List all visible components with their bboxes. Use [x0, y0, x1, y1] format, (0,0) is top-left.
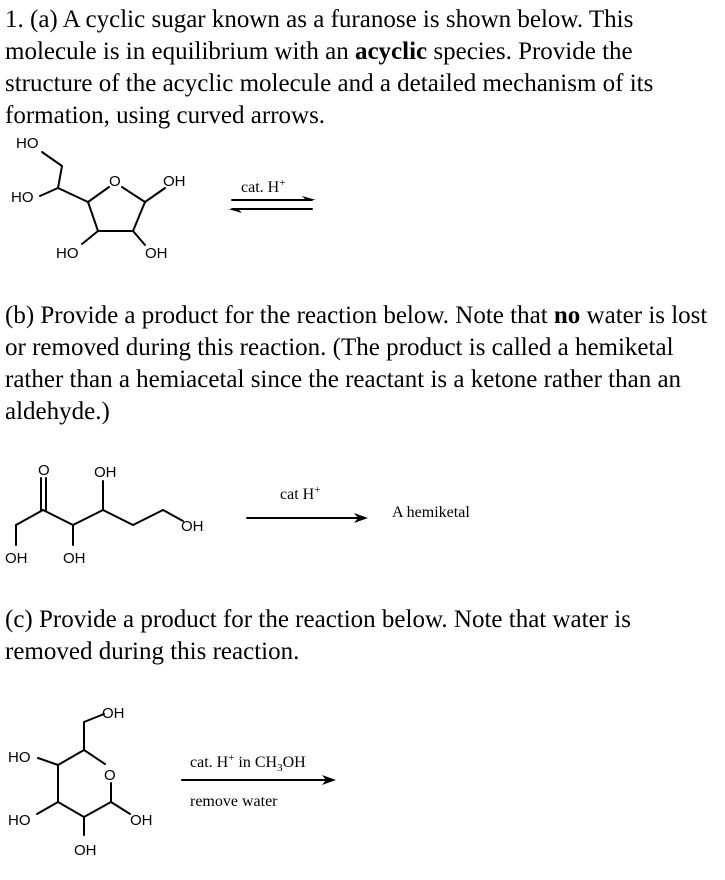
remove-water-label: remove water	[190, 793, 278, 810]
oh-bottom-left-label: OH	[5, 550, 28, 567]
question-b-bold: no	[553, 302, 581, 329]
oh-end-label: OH	[181, 518, 204, 535]
oh-right-label: OH	[163, 173, 186, 190]
oh-top-label: OH	[94, 464, 117, 481]
question-b-prefix: (b) Provide a product for the reaction below. Note that	[5, 302, 554, 329]
oh-bottom-label: OH	[74, 842, 97, 859]
ho-left-label: HO	[11, 189, 34, 206]
reagent-c-label: cat. H+ in $CH_3OH$	[190, 752, 306, 774]
ring-oxygen-label: O	[109, 173, 121, 190]
oh-bottom-label: OH	[145, 245, 168, 262]
ho-top-label: HO	[16, 135, 39, 152]
ho-left-label: HO	[8, 749, 31, 766]
question-c-text: (c) Provide a product for the reaction below. Note that water is removed during this reaction.	[5, 606, 631, 665]
ho-bottom-label: HO	[56, 245, 79, 262]
oh-right-label: OH	[130, 812, 153, 829]
hydroxyketone-structure	[0, 455, 725, 575]
furanose-structure	[0, 130, 725, 290]
reagent-b-label: cat H+	[280, 484, 321, 503]
ring-oxygen-label: O	[104, 767, 116, 784]
question-a-prefix: 1. (a) A cyclic sugar known as a furanose is shown below. This molecule is in equilibrium with an	[5, 6, 634, 65]
pyranose-structure	[0, 700, 725, 880]
question-a-text	[5, 4, 721, 132]
question-b-suffix: water is lost or removed during this reaction. (The product is called a hemiketal rather than a hemiacetal since the reactant is a ketone rather than an aldehyde.)	[5, 302, 708, 425]
question-a-bold: acyclic	[354, 38, 428, 65]
question-b-text	[5, 300, 721, 428]
oh-top-label: OH	[102, 705, 125, 722]
ketone-oxygen-label: O	[38, 462, 50, 479]
oh-bottom-mid-label: OH	[63, 550, 86, 567]
reagent-a-label: cat. H+	[241, 177, 286, 196]
ho-lower-left-label: HO	[8, 812, 31, 829]
product-label: A hemiketal	[392, 504, 470, 521]
question-a-suffix: species. Provide the structure of the acyclic molecule and a detailed mechanism of its formation, using curved arrows.	[5, 38, 654, 129]
